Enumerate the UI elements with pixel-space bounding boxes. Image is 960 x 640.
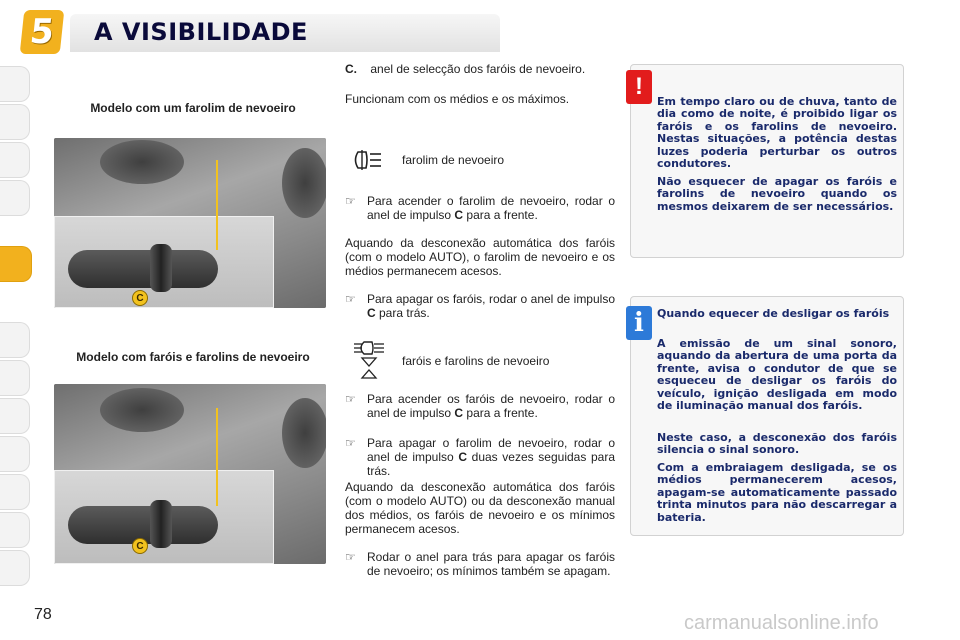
bullet-turn-on-rear: ☞ Para acender o farolim de nevoeiro, rodar o anel de impulso C para a frente. xyxy=(345,194,615,222)
pointing-hand-icon: ☞ xyxy=(345,194,356,208)
chapter-tab-1[interactable] xyxy=(0,66,30,102)
page-title: A VISIBILIDADE xyxy=(94,18,308,46)
warning-paragraph-1: Em tempo claro ou de chuva, tanto de dia como de noite, é proibido ligar os faróis e os farolins de nevoeiro. Nestas situações, a potência destas luzes poderia perturbar os outros condutores. xyxy=(657,95,897,171)
stalk-photo-rear-fog xyxy=(54,138,326,308)
model-two-label: Modelo com faróis e farolins de nevoeiro xyxy=(76,350,310,364)
c-definition xyxy=(345,62,615,76)
chapter-tab-2[interactable] xyxy=(0,104,30,140)
front-auto-paragraph: Aquando da desconexão automática dos faróis (com o modelo AUTO) ou da desconexão manual dos médios, os faróis de nevoeiro e os mínimos permanecem acesos. xyxy=(345,480,615,536)
info-heading: Quando equecer de desligar os faróis xyxy=(657,307,890,320)
chapter-tab-6[interactable] xyxy=(0,322,30,358)
front-rear-fog-label: faróis e farolins de nevoeiro xyxy=(402,354,550,368)
pointing-hand-icon: ☞ xyxy=(345,392,356,406)
rear-fog-label: farolim de nevoeiro xyxy=(402,153,505,167)
bullet-turn-off-rear: ☞ Para apagar os faróis, rodar o anel de impulso C para trás. xyxy=(345,292,615,320)
pointing-hand-icon: ☞ xyxy=(345,292,356,306)
warning-paragraph-2: Não esquecer de apagar os faróis e farolins de nevoeiro quando os mesmos deixarem de ser necessários. xyxy=(657,175,897,213)
page-number: 78 xyxy=(34,606,52,623)
chapter-badge: 5 xyxy=(20,10,65,54)
watermark: carmanualsonline.info xyxy=(684,612,879,634)
ring-c-marker: C xyxy=(132,538,148,554)
front-rear-fog-light-icon xyxy=(352,338,386,380)
chapter-tab-12[interactable] xyxy=(0,550,30,586)
pointing-hand-icon: ☞ xyxy=(345,550,356,564)
chapter-tab-8[interactable] xyxy=(0,398,30,434)
chapter-tab-9[interactable] xyxy=(0,436,30,472)
rear-fog-light-icon xyxy=(354,144,384,176)
intro-text: Funcionam com os médios e os máximos. xyxy=(345,92,570,106)
stalk-photo-front-rear-fog xyxy=(54,384,326,564)
c-text: anel de selecção dos faróis de nevoeiro. xyxy=(370,62,586,76)
rear-auto-paragraph: Aquando da desconexão automática dos faróis (com o modelo AUTO), o farolim de nevoeiro e os médios permanecem acesos. xyxy=(345,236,615,278)
info-paragraph-3: Com a embraiagem desligada, se os médios permanecerem acesos, apagam-se automaticamente passado trinta minutos para não descarregar a bateria. xyxy=(657,461,897,524)
bullet-turn-on-front: ☞ Para acender os faróis de nevoeiro, rodar o anel de impulso C para a frente. xyxy=(345,392,615,420)
bullet-rotate-back: ☞ Rodar o anel para trás para apagar os faróis de nevoeiro; os mínimos também se apagam. xyxy=(345,550,615,578)
c-label: C. xyxy=(345,62,357,76)
chapter-tab-11[interactable] xyxy=(0,512,30,548)
chapter-tab-3[interactable] xyxy=(0,142,30,178)
info-paragraph-1: A emissão de um sinal sonoro, aquando da abertura de uma porta da frente, avisa o condutor de que se esqueceu de desligar os faróis do veículo, ignição desligada em modo de iluminação manual dos faróis. xyxy=(657,337,897,413)
chapter-tab-7[interactable] xyxy=(0,360,30,396)
pointing-hand-icon: ☞ xyxy=(345,436,356,450)
model-one-label: Modelo com um farolim de nevoeiro xyxy=(90,101,296,115)
warning-icon: ! xyxy=(626,70,652,104)
ring-c-marker: C xyxy=(132,290,148,306)
bullet-turn-off-twice: ☞ Para apagar o farolim de nevoeiro, rodar o anel de impulso C duas vezes seguidas para trás. xyxy=(345,436,615,478)
info-paragraph-2: Neste caso, a desconexão dos faróis silencia o sinal sonoro. xyxy=(657,431,897,457)
chapter-tab-5-active[interactable] xyxy=(0,246,32,282)
chapter-tab-4[interactable] xyxy=(0,180,30,216)
chapter-tab-10[interactable] xyxy=(0,474,30,510)
info-icon: i xyxy=(626,306,652,340)
